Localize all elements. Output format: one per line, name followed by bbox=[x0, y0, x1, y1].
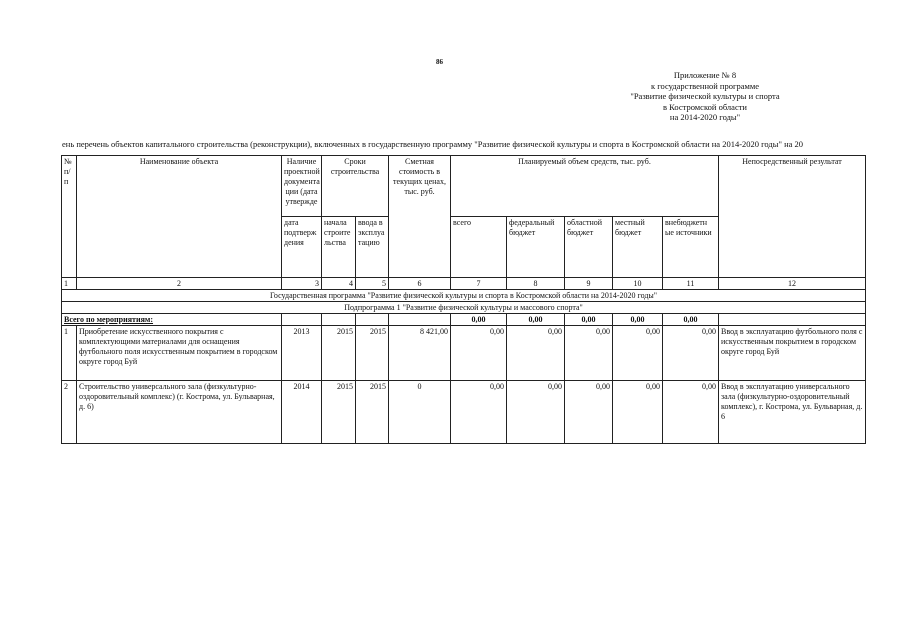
appendix-line: Приложение № 8 bbox=[673, 70, 737, 80]
total-federal: 0,00 bbox=[507, 314, 565, 326]
column-number: 12 bbox=[719, 278, 866, 290]
subprogram-row bbox=[62, 302, 866, 314]
header-result: Непосредственный результат bbox=[719, 156, 866, 278]
header-approval-date: дата подтверж дения bbox=[282, 217, 322, 278]
direct-result: Ввод в эксплуатацию универсального зала (физкультурно-оздоровительный комплекс), г. Кострома, ул. Бульварная, д. 6 bbox=[719, 381, 866, 444]
row-number: 2 bbox=[62, 381, 77, 444]
table-caption: ень перечень объектов капитального строительства (реконструкции), включенных в государственную программу "Развитие физической культуры и спорта в Костромской области на 2014-2020 годы" на 20 bbox=[62, 139, 804, 149]
row-number: 1 bbox=[62, 326, 77, 381]
program-row bbox=[62, 290, 866, 302]
column-number: 6 bbox=[389, 278, 451, 290]
total-sum: 0,00 bbox=[451, 314, 507, 326]
header-regional: областной бюджет bbox=[565, 217, 613, 278]
appendix-line: на 2014-2020 годы" bbox=[669, 112, 741, 122]
header-num: № п/п bbox=[62, 156, 77, 278]
appendix-block bbox=[600, 70, 810, 123]
regional-amount: 0,00 bbox=[565, 326, 613, 381]
program-title: Государственная программа "Развитие физической культуры и спорта в Костромской области на 2014-2020 годы" bbox=[62, 290, 866, 302]
column-number: 11 bbox=[663, 278, 719, 290]
total-amount: 0,00 bbox=[451, 326, 507, 381]
local-amount: 0,00 bbox=[613, 381, 663, 444]
objects-table bbox=[61, 155, 866, 444]
estimated-cost: 0 bbox=[389, 381, 451, 444]
column-number: 2 bbox=[77, 278, 282, 290]
commission-year: 2015 bbox=[356, 326, 389, 381]
header-name: Наименование объекта bbox=[77, 156, 282, 278]
total-row bbox=[62, 314, 866, 326]
total-extra: 0,00 bbox=[663, 314, 719, 326]
table-row bbox=[62, 381, 866, 444]
column-number: 10 bbox=[613, 278, 663, 290]
column-number: 3 bbox=[282, 278, 322, 290]
column-number: 5 bbox=[356, 278, 389, 290]
header-total: всего bbox=[451, 217, 507, 278]
header-start: начала строите льства bbox=[322, 217, 356, 278]
header-row bbox=[62, 156, 866, 217]
object-name: Приобретение искусственного покрытия с комплектующими материалами для оснащения футбольного поля искусственным покрытием в городском округе город Буй bbox=[77, 326, 282, 381]
column-numbers-row bbox=[62, 278, 866, 290]
estimated-cost: 8 421,00 bbox=[389, 326, 451, 381]
start-year: 2015 bbox=[322, 326, 356, 381]
total-local: 0,00 bbox=[613, 314, 663, 326]
page-number: 86 bbox=[436, 58, 443, 66]
column-number: 9 bbox=[565, 278, 613, 290]
total-amount: 0,00 bbox=[451, 381, 507, 444]
commission-year: 2015 bbox=[356, 381, 389, 444]
total-label: Всего по мероприятиям: bbox=[62, 314, 282, 326]
subprogram-title: Подпрограмма 1 "Развитие физической культуры и массового спорта" bbox=[62, 302, 866, 314]
header-commission: ввода в эксплуа тацию bbox=[356, 217, 389, 278]
header-project-doc: Наличие проектной документа ции (дата утвержде bbox=[282, 156, 322, 217]
local-amount: 0,00 bbox=[613, 326, 663, 381]
direct-result: Ввод в эксплуатацию футбольного поля с искусственным покрытием в городском округе город Буй bbox=[719, 326, 866, 381]
column-number: 8 bbox=[507, 278, 565, 290]
header-terms: Сроки строительства bbox=[322, 156, 389, 217]
approval-date: 2013 bbox=[282, 326, 322, 381]
header-local: местный бюджет bbox=[613, 217, 663, 278]
header-cost: Сметная стоимость в текущих ценах, тыс. руб. bbox=[389, 156, 451, 278]
object-name: Строительство универсального зала (физкультурно-оздоровительный комплекс) (г. Кострома, ул. Бульварная, д. 6) bbox=[77, 381, 282, 444]
appendix-line: к государственной программе bbox=[650, 80, 760, 91]
column-number: 7 bbox=[451, 278, 507, 290]
column-number: 1 bbox=[62, 278, 77, 290]
appendix-line: в Костромской области bbox=[663, 101, 747, 112]
federal-amount: 0,00 bbox=[507, 381, 565, 444]
approval-date: 2014 bbox=[282, 381, 322, 444]
extra-amount: 0,00 bbox=[663, 381, 719, 444]
header-federal: федеральный бюджет bbox=[507, 217, 565, 278]
table-row bbox=[62, 326, 866, 381]
total-regional: 0,00 bbox=[565, 314, 613, 326]
header-planned: Планируемый объем средств, тыс. руб. bbox=[451, 156, 719, 217]
column-number: 4 bbox=[322, 278, 356, 290]
federal-amount: 0,00 bbox=[507, 326, 565, 381]
regional-amount: 0,00 bbox=[565, 381, 613, 444]
appendix-line: "Развитие физической культуры и спорта bbox=[630, 91, 780, 101]
start-year: 2015 bbox=[322, 381, 356, 444]
extra-amount: 0,00 bbox=[663, 326, 719, 381]
header-extra: внебюджетн ые источники bbox=[663, 217, 719, 278]
